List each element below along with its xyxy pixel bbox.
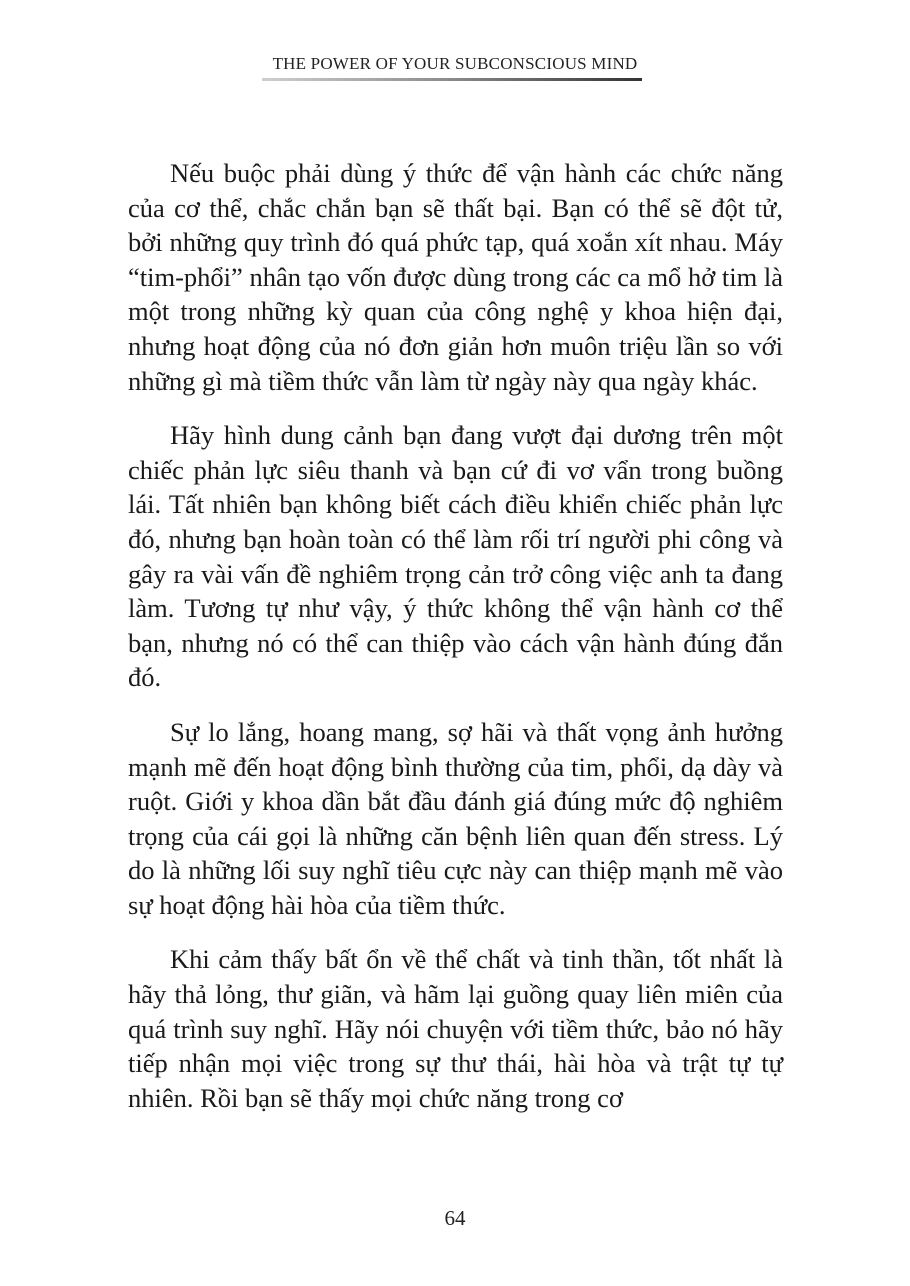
page-number: 64 xyxy=(444,1206,466,1230)
header-divider xyxy=(262,78,642,81)
body-paragraph: Nếu buộc phải dùng ý thức để vận hành các chức năng của cơ thể, chắc chắn bạn sẽ thất bại. Bạn có thể sẽ đột tử, bởi những quy trình đó quá phức tạp, quá xoắn xít nhau. Máy “tim-phổi” nhân tạo vốn được dùng trong các ca mổ hở tim là một trong những kỳ quan của công nghệ y khoa hiện đại, nhưng hoạt động của nó đơn giản hơn muôn triệu lần so với những gì mà tiềm thức vẫn làm từ ngày này qua ngày khác. xyxy=(128,158,783,396)
running-header: THE POWER OF YOUR SUBCONSCIOUS MIND xyxy=(272,54,638,73)
body-paragraph: Sự lo lắng, hoang mang, sợ hãi và thất vọng ảnh hưởng mạnh mẽ đến hoạt động bình thường của tim, phổi, dạ dày và ruột. Giới y khoa dần bắt đầu đánh giá đúng mức độ nghiêm trọng của cái gọi là những căn bệnh liên quan đến stress. Lý do là những lối suy nghĩ tiêu cực này can thiệp mạnh mẽ vào sự hoạt động hài hòa của tiềm thức. xyxy=(128,716,783,920)
body-paragraph: Khi cảm thấy bất ổn về thể chất và tinh thần, tốt nhất là hãy thả lỏng, thư giãn, và hãm lại guồng quay liên miên của quá trình suy nghĩ. Hãy nói chuyện với tiềm thức, bảo nó hãy tiếp nhận mọi việc trong sự thư thái, hài hòa và trật tự tự nhiên. Rồi bạn sẽ thấy mọi chức năng trong cơ xyxy=(128,944,783,1113)
body-paragraph: Hãy hình dung cảnh bạn đang vượt đại dương trên một chiếc phản lực siêu thanh và bạn cứ đi vơ vẩn trong buồng lái. Tất nhiên bạn không biết cách điều khiển chiếc phản lực đó, nhưng bạn hoàn toàn có thể làm rối trí người phi công và gây ra vài vấn đề nghiêm trọng cản trở công việc anh ta đang làm. Tương tự như vậy, ý thức không thể vận hành cơ thể bạn, nhưng nó có thể can thiệp vào cách vận hành đúng đắn đó. xyxy=(128,420,783,693)
page-body xyxy=(128,156,783,1135)
